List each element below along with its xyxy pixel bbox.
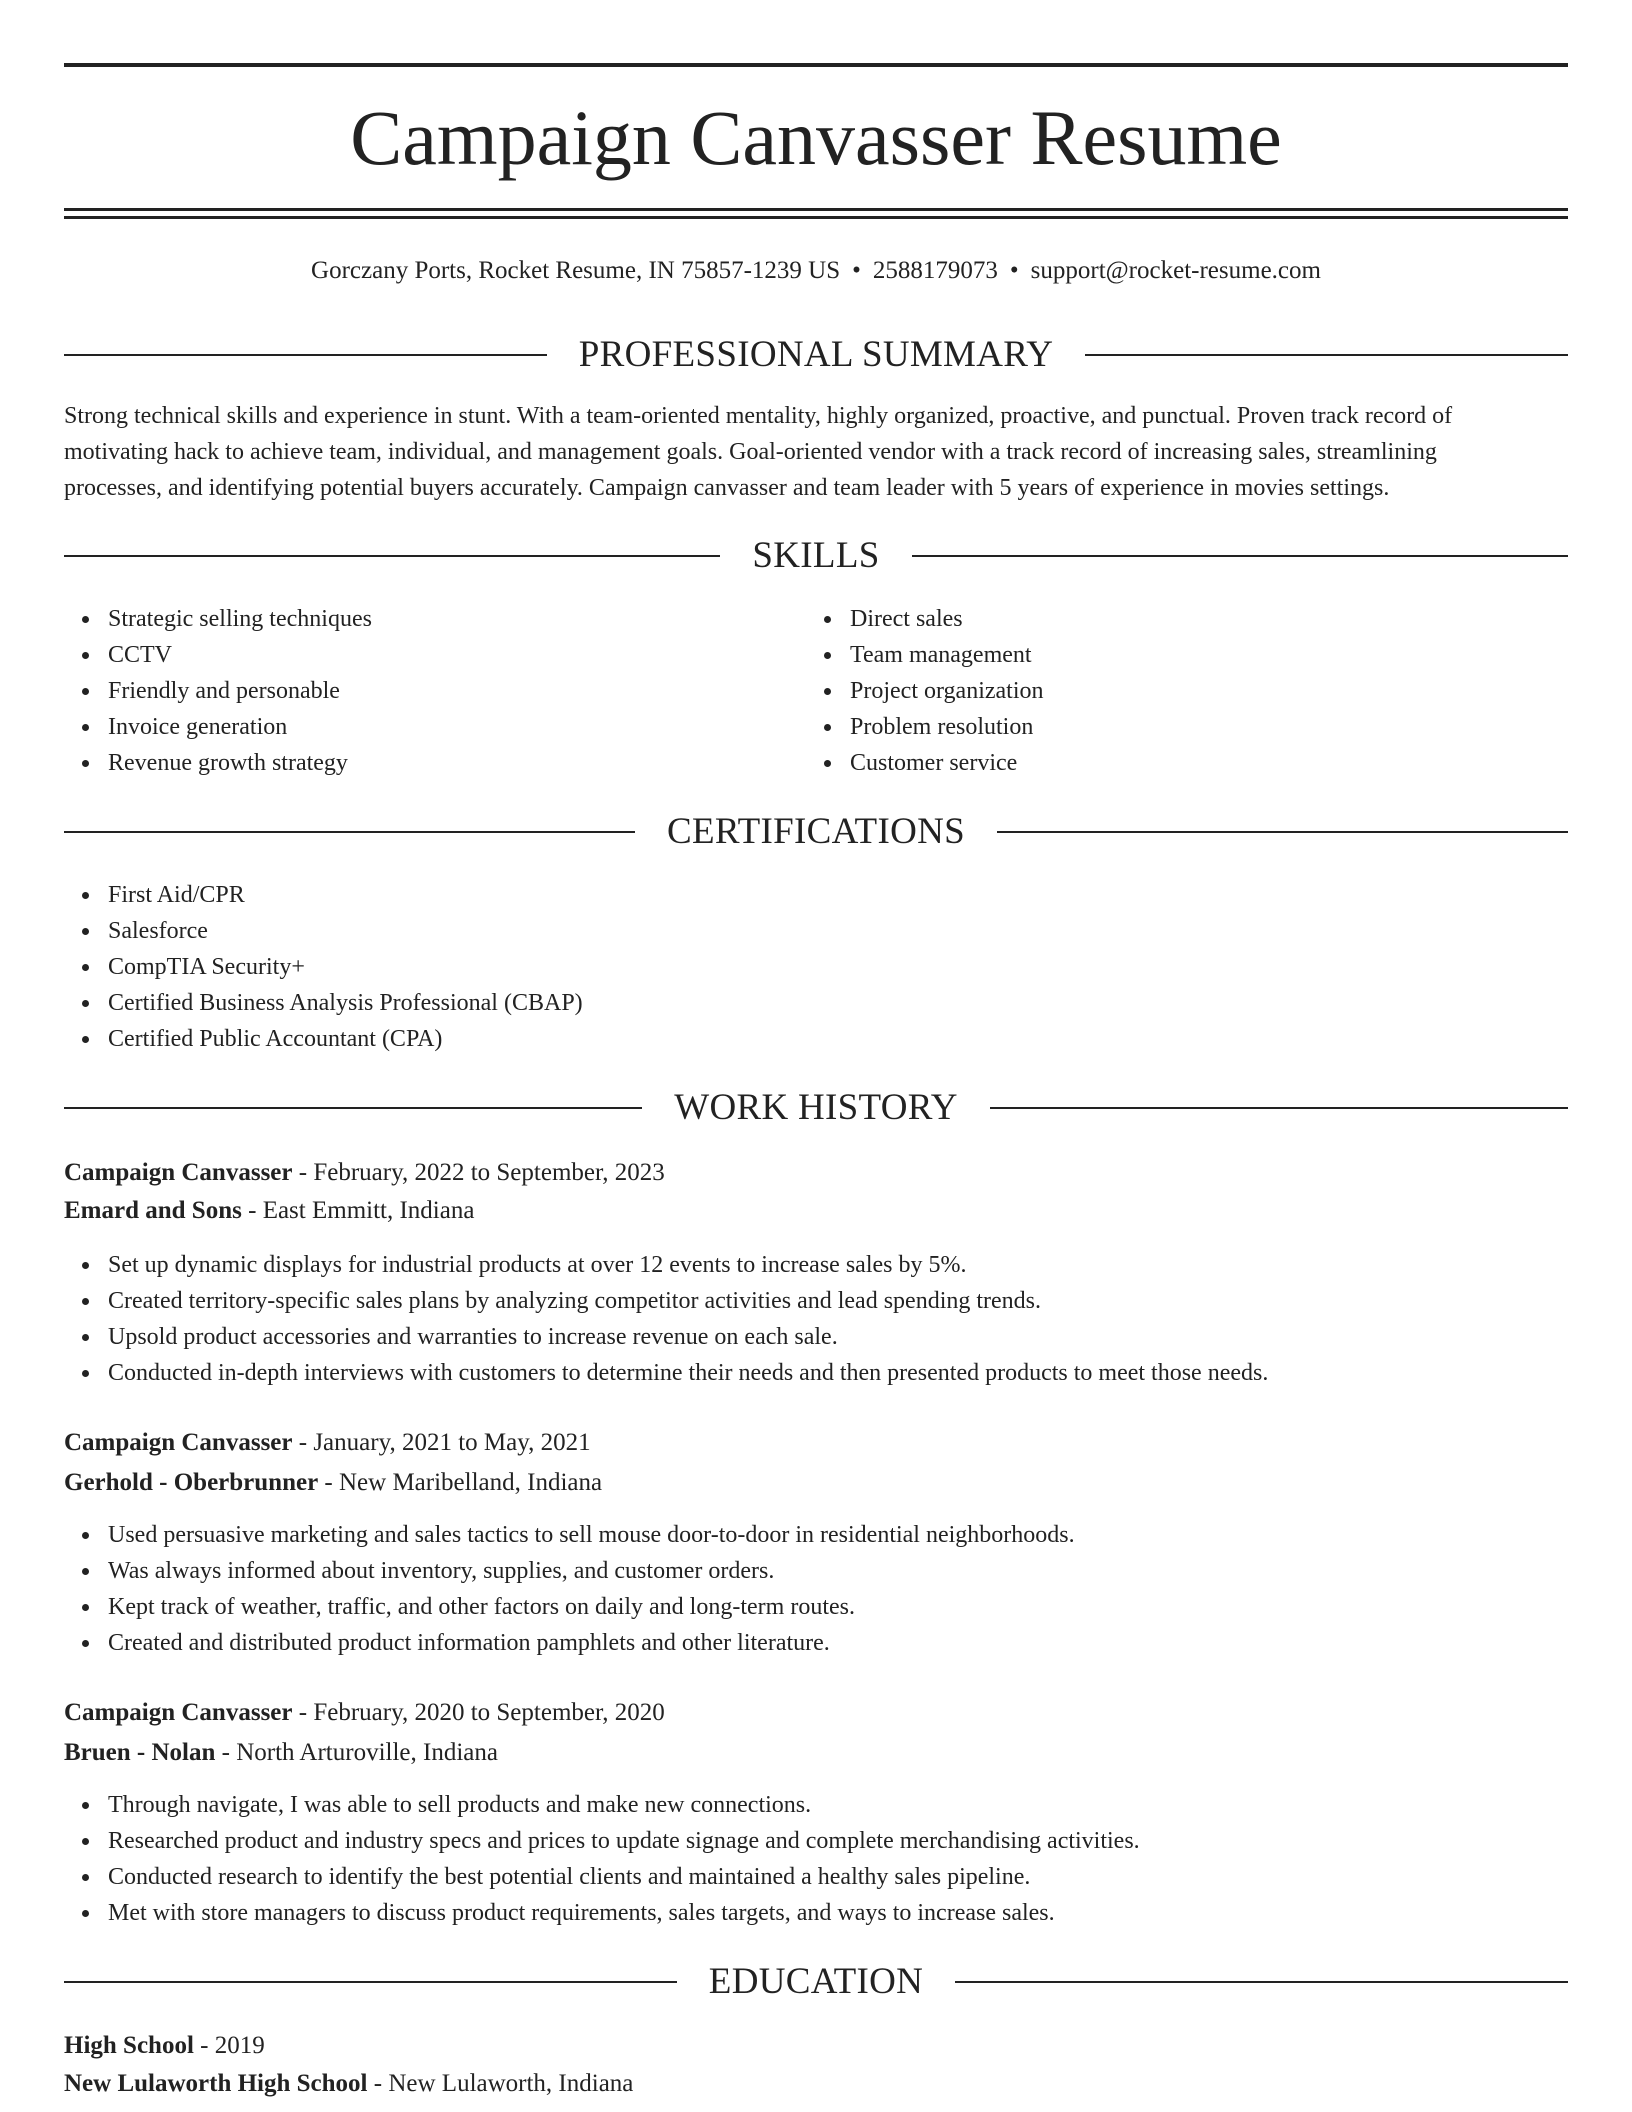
job-location: New Maribelland, Indiana <box>339 1469 603 1496</box>
skill-item: Direct sales <box>850 601 1550 637</box>
education-degree-line <box>64 2028 1568 2064</box>
contact-email: support@rocket-resume.com <box>1030 257 1321 284</box>
job-bullet: Used persuasive marketing and sales tactics to sell mouse door-to-door in residential neighborhoods. <box>108 1517 1568 1553</box>
education-school: New Lulaworth High School <box>64 2070 368 2097</box>
job-title-line <box>64 1695 1568 1731</box>
contact-separator: • <box>852 257 861 284</box>
summary-line: Strong technical skills and experience in stunt. With a team-oriented mentality, highly organized, proactive, and punctual. Proven track record of <box>64 403 1453 429</box>
education-school-line <box>64 2066 1568 2102</box>
education-year: 2019 <box>214 2032 265 2059</box>
job-bullets <box>64 1787 1568 1931</box>
job-company-line <box>64 1465 1568 1501</box>
job-bullet: Set up dynamic displays for industrial products at over 12 events to increase sales by 5%. <box>108 1247 1568 1283</box>
certification-item: Certified Business Analysis Professional (CBAP) <box>108 985 1508 1021</box>
section-title: CERTIFICATIONS <box>667 811 965 852</box>
section-title: EDUCATION <box>708 1961 924 2002</box>
skill-item: Friendly and personable <box>108 673 808 709</box>
job-bullet: Conducted research to identify the best potential clients and maintained a healthy sales pipeline. <box>108 1859 1568 1895</box>
skill-item: Project organization <box>850 673 1550 709</box>
header-double-rule-top <box>64 208 1568 211</box>
dash: - <box>193 2032 215 2059</box>
job-company: Emard and Sons <box>64 1197 242 1224</box>
job-bullet: Through navigate, I was able to sell products and make new connections. <box>108 1787 1568 1823</box>
job-company-line <box>64 1735 1568 1771</box>
skills-list-right <box>806 601 1550 781</box>
contact-address: Gorczany Ports, Rocket Resume, IN 75857-1239 US <box>311 257 841 284</box>
skill-item: Invoice generation <box>108 709 808 745</box>
dash: - <box>292 1429 314 1456</box>
skill-item: Revenue growth strategy <box>108 745 808 781</box>
section-heading-work-history <box>64 1086 1568 1130</box>
dash: - <box>292 1159 314 1186</box>
job-title-line <box>64 1425 1568 1461</box>
job-title: Campaign Canvasser <box>64 1699 293 1726</box>
header-double-rule-bottom <box>64 216 1568 219</box>
education-location: New Lulaworth, Indiana <box>388 2070 634 2097</box>
job-bullet: Was always informed about inventory, supplies, and customer orders. <box>108 1553 1568 1589</box>
job-bullet: Researched product and industry specs and prices to update signage and complete merchandising activities. <box>108 1823 1568 1859</box>
job-dates: February, 2020 to September, 2020 <box>313 1699 665 1726</box>
section-heading-education <box>64 1960 1568 2004</box>
heading-rule-right <box>955 1981 1568 1983</box>
job-bullet: Kept track of weather, traffic, and other factors on daily and long-term routes. <box>108 1589 1568 1625</box>
job-location: North Arturoville, Indiana <box>236 1739 498 1766</box>
skill-item: CCTV <box>108 637 808 673</box>
summary-line: motivating hack to achieve team, individual, and management goals. Goal-oriented vendor with a track record of increasing sales, streamlining <box>64 439 1437 465</box>
heading-rule-right <box>997 831 1568 833</box>
heading-rule-left <box>64 831 635 833</box>
summary-paragraph <box>64 398 1568 506</box>
job-company: Gerhold - Oberbrunner <box>64 1469 319 1496</box>
header-top-rule <box>64 63 1568 67</box>
job-bullet: Met with store managers to discuss product requirements, sales targets, and ways to increase sales. <box>108 1895 1568 1931</box>
job-bullet: Created and distributed product information pamphlets and other literature. <box>108 1625 1568 1661</box>
skill-item: Problem resolution <box>850 709 1550 745</box>
certification-item: CompTIA Security+ <box>108 949 1508 985</box>
job-title-line <box>64 1155 1568 1191</box>
job-dates: January, 2021 to May, 2021 <box>313 1429 591 1456</box>
skill-item: Team management <box>850 637 1550 673</box>
contact-line <box>0 254 1632 288</box>
dash: - <box>367 2070 389 2097</box>
resume-title: Campaign Canvasser Resume <box>350 94 1282 181</box>
certifications-list <box>64 877 1508 1057</box>
education-degree: High School <box>64 2032 194 2059</box>
certification-item: Certified Public Accountant (CPA) <box>108 1021 1508 1057</box>
dash: - <box>215 1739 237 1766</box>
job-location: East Emmitt, Indiana <box>262 1197 475 1224</box>
heading-rule-left <box>64 354 547 356</box>
section-title: WORK HISTORY <box>674 1087 958 1128</box>
skill-item: Customer service <box>850 745 1550 781</box>
skill-item: Strategic selling techniques <box>108 601 808 637</box>
dash: - <box>292 1699 314 1726</box>
dash: - <box>241 1197 263 1224</box>
job-company-line <box>64 1193 1568 1229</box>
section-heading-certifications <box>64 810 1568 854</box>
job-title: Campaign Canvasser <box>64 1429 293 1456</box>
heading-rule-left <box>64 1981 677 1983</box>
heading-rule-right <box>990 1107 1568 1109</box>
job-bullet: Created territory-specific sales plans by analyzing competitor activities and lead spending trends. <box>108 1283 1568 1319</box>
dash: - <box>318 1469 339 1496</box>
certification-item: First Aid/CPR <box>108 877 1508 913</box>
summary-line: processes, and identifying potential buyers accurately. Campaign canvasser and team leader with 5 years of experience in movies settings. <box>64 475 1390 501</box>
certification-item: Salesforce <box>108 913 1508 949</box>
job-bullets <box>64 1517 1568 1661</box>
section-heading-skills <box>64 534 1568 578</box>
section-title: PROFESSIONAL SUMMARY <box>578 334 1054 375</box>
job-title: Campaign Canvasser <box>64 1159 293 1186</box>
job-company: Bruen - Nolan <box>64 1739 216 1766</box>
section-heading-summary <box>64 333 1568 377</box>
heading-rule-right <box>1085 354 1568 356</box>
job-bullet: Conducted in-depth interviews with customers to determine their needs and then presented products to meet those needs. <box>108 1355 1568 1391</box>
contact-separator: • <box>1009 257 1019 284</box>
heading-rule-left <box>64 555 720 557</box>
job-dates: February, 2022 to September, 2023 <box>313 1159 665 1186</box>
section-title: SKILLS <box>752 535 880 576</box>
heading-rule-right <box>912 555 1568 557</box>
job-bullets <box>64 1247 1568 1391</box>
contact-phone: 2588179073 <box>872 257 998 284</box>
heading-rule-left <box>64 1107 642 1109</box>
job-bullet: Upsold product accessories and warranties to increase revenue on each sale. <box>108 1319 1568 1355</box>
skills-list-left <box>64 601 808 781</box>
